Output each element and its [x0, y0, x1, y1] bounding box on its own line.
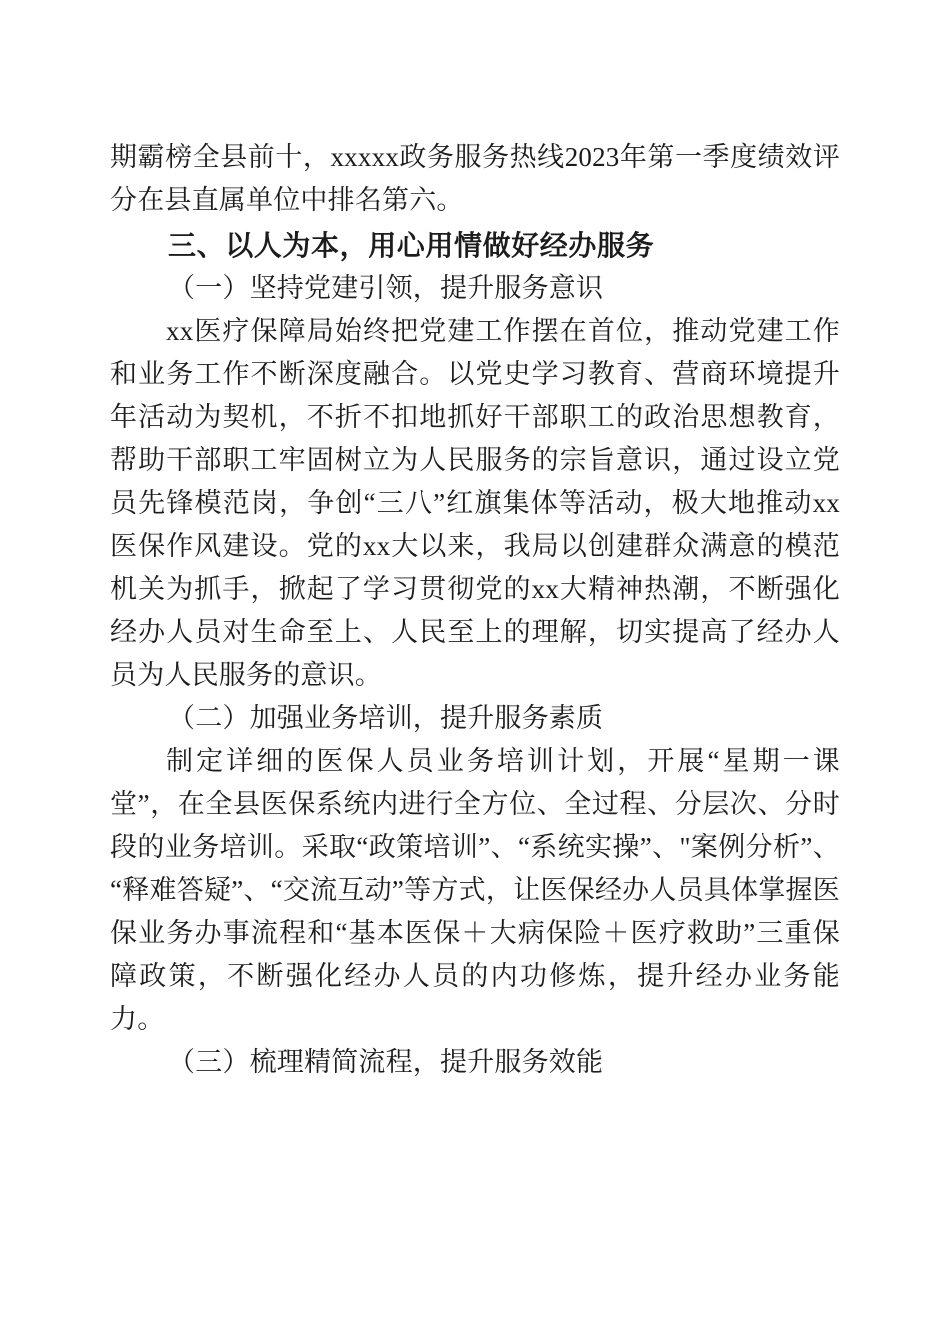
heading-level-2-yi: （一）坚持党建引领，提升服务意识 — [168, 273, 604, 303]
heading-level-2-er: （二）加强业务培训，提升服务素质 — [168, 703, 604, 733]
heading-level-1: 三、以人为本，用心用情做好经办服务 — [168, 230, 655, 261]
paragraph-party-building: xx医疗保障局始终把党建工作摆在首位，推动党建工作和业务工作不断深度融合。以党史学习教育、营商环境提升年活动为契机，不折不扣地抓好干部职工的政治思想教育，帮助干部职工牢固树立为人民服务的宗旨意识，通过设立党员先锋模范岗，争创“三八”红旗集体等活动，极大地推动xx医保作风建设。党的xx大以来，我局以创建群众满意的模范机关为抓手，掀起了学习贯彻党的xx大精神热潮，不断强化经办人员对生命至上、人民至上的理解，切实提高了经办人员为人民服务的意识。 — [110, 316, 840, 690]
paragraph-continued: 期霸榜全县前十，xxxxx政务服务热线2023年第一季度绩效评分在县直属单位中排名第六。 — [110, 142, 840, 215]
heading-level-2-san: （三）梳理精简流程，提升服务效能 — [168, 1047, 604, 1077]
paragraph-training: 制定详细的医保人员业务培训计划，开展“星期一课堂”，在全县医保系统内进行全方位、全过程、分层次、分时段的业务培训。采取“政策培训”、“系统实操”、"案例分析”、“释难答疑”、“交流互动”等方式，让医保经办人员具体掌握医保业务办事流程和“基本医保＋大病保险＋医疗救助”三重保障政策，不断强化经办人员的内功修炼，提升经办业务能力。 — [110, 746, 840, 1034]
document-body — [110, 136, 840, 1084]
